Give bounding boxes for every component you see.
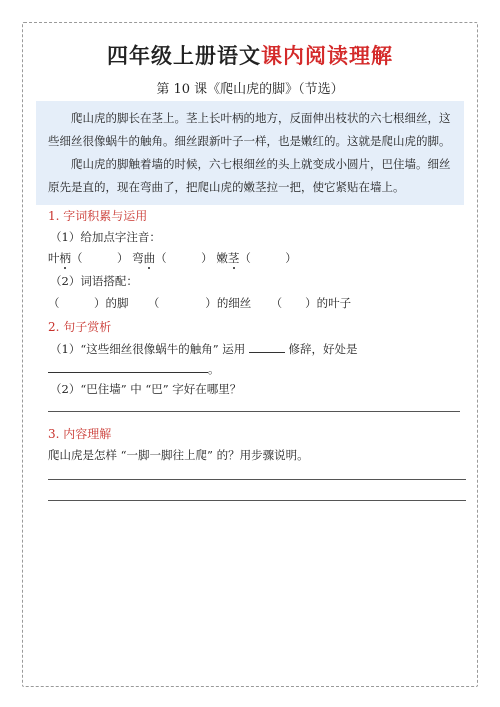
word-3-answer-paren[interactable]: （ ） xyxy=(239,251,297,265)
match-2-word: 的细丝 xyxy=(216,296,252,310)
word-2-dotted-char: 曲 xyxy=(143,251,156,265)
section-2-q1 xyxy=(50,340,358,357)
word-2-answer-paren[interactable]: （ ） xyxy=(155,251,213,265)
word-1-answer-paren[interactable]: （ ） xyxy=(71,251,129,265)
passage-paragraph-1: 爬山虎的脚长在茎上。茎上长叶柄的地方，反面伸出枝状的六七根细丝，这些细丝很像蜗牛的触角。细丝跟新叶子一样，也是嫩红的。这就是爬山虎的脚。 xyxy=(48,111,451,148)
match-2-paren[interactable]: （ ） xyxy=(147,296,217,310)
match-1-word: 的脚 xyxy=(105,296,129,310)
word-1-dotted-char: 柄 xyxy=(59,251,71,265)
section-2-q1-period: 。 xyxy=(208,362,220,376)
reading-passage xyxy=(36,101,464,205)
section-2-heading: 2. 句子赏析 xyxy=(48,320,112,334)
section-2-q1-answer-line xyxy=(48,360,220,377)
pinyin-row xyxy=(48,250,297,266)
lesson-subtitle: 第 10 课《爬山虎的脚》（节选） xyxy=(156,82,344,97)
word-3-dotted-char: 茎 xyxy=(227,251,240,265)
answer-line-s3-2[interactable] xyxy=(48,500,466,501)
matching-row xyxy=(48,295,351,311)
section-1-heading: 1. 字词积累与运用 xyxy=(48,209,148,223)
section-3-question: 爬山虎是怎样 “一脚一脚往上爬” 的？用步骤说明。 xyxy=(48,448,309,462)
answer-line-s3-1[interactable] xyxy=(48,479,466,480)
title-red-part: 课内阅读理解 xyxy=(261,43,393,68)
rhetoric-blank[interactable] xyxy=(249,340,285,353)
section-3-heading: 3. 内容理解 xyxy=(48,427,112,441)
word-3-prefix: 嫩 xyxy=(216,251,228,265)
match-1-paren[interactable]: （ ） xyxy=(48,296,106,310)
page-title xyxy=(0,40,500,70)
section-1-q1-label: （1）给加点字注音： xyxy=(50,230,161,244)
section-2-q1-text-b: 修辞，好处是 xyxy=(288,342,358,356)
word-2-prefix: 弯 xyxy=(132,251,144,265)
section-2-q1-text-a: （1）“这些细丝很像蜗牛的触角” 运用 xyxy=(50,342,246,356)
match-3-paren[interactable]: （ ） xyxy=(270,296,317,310)
section-2-q2: （2）“巴住墙” 中 “巴” 字好在哪里？ xyxy=(50,382,242,396)
word-1-prefix: 叶 xyxy=(48,251,60,265)
match-3-word: 的叶子 xyxy=(316,296,352,310)
title-black-part: 四年级上册语文 xyxy=(107,43,261,68)
passage-paragraph-2: 爬山虎的脚触着墙的时候，六七根细丝的头上就变成小圆片，巴住墙。细丝原先是直的，现在弯曲了，把爬山虎的嫩茎拉一把，使它紧贴在墙上。 xyxy=(48,157,451,194)
answer-line-s2[interactable] xyxy=(48,411,460,412)
section-1-q2-label: （2）词语搭配： xyxy=(50,274,138,288)
benefit-blank[interactable] xyxy=(48,360,208,373)
